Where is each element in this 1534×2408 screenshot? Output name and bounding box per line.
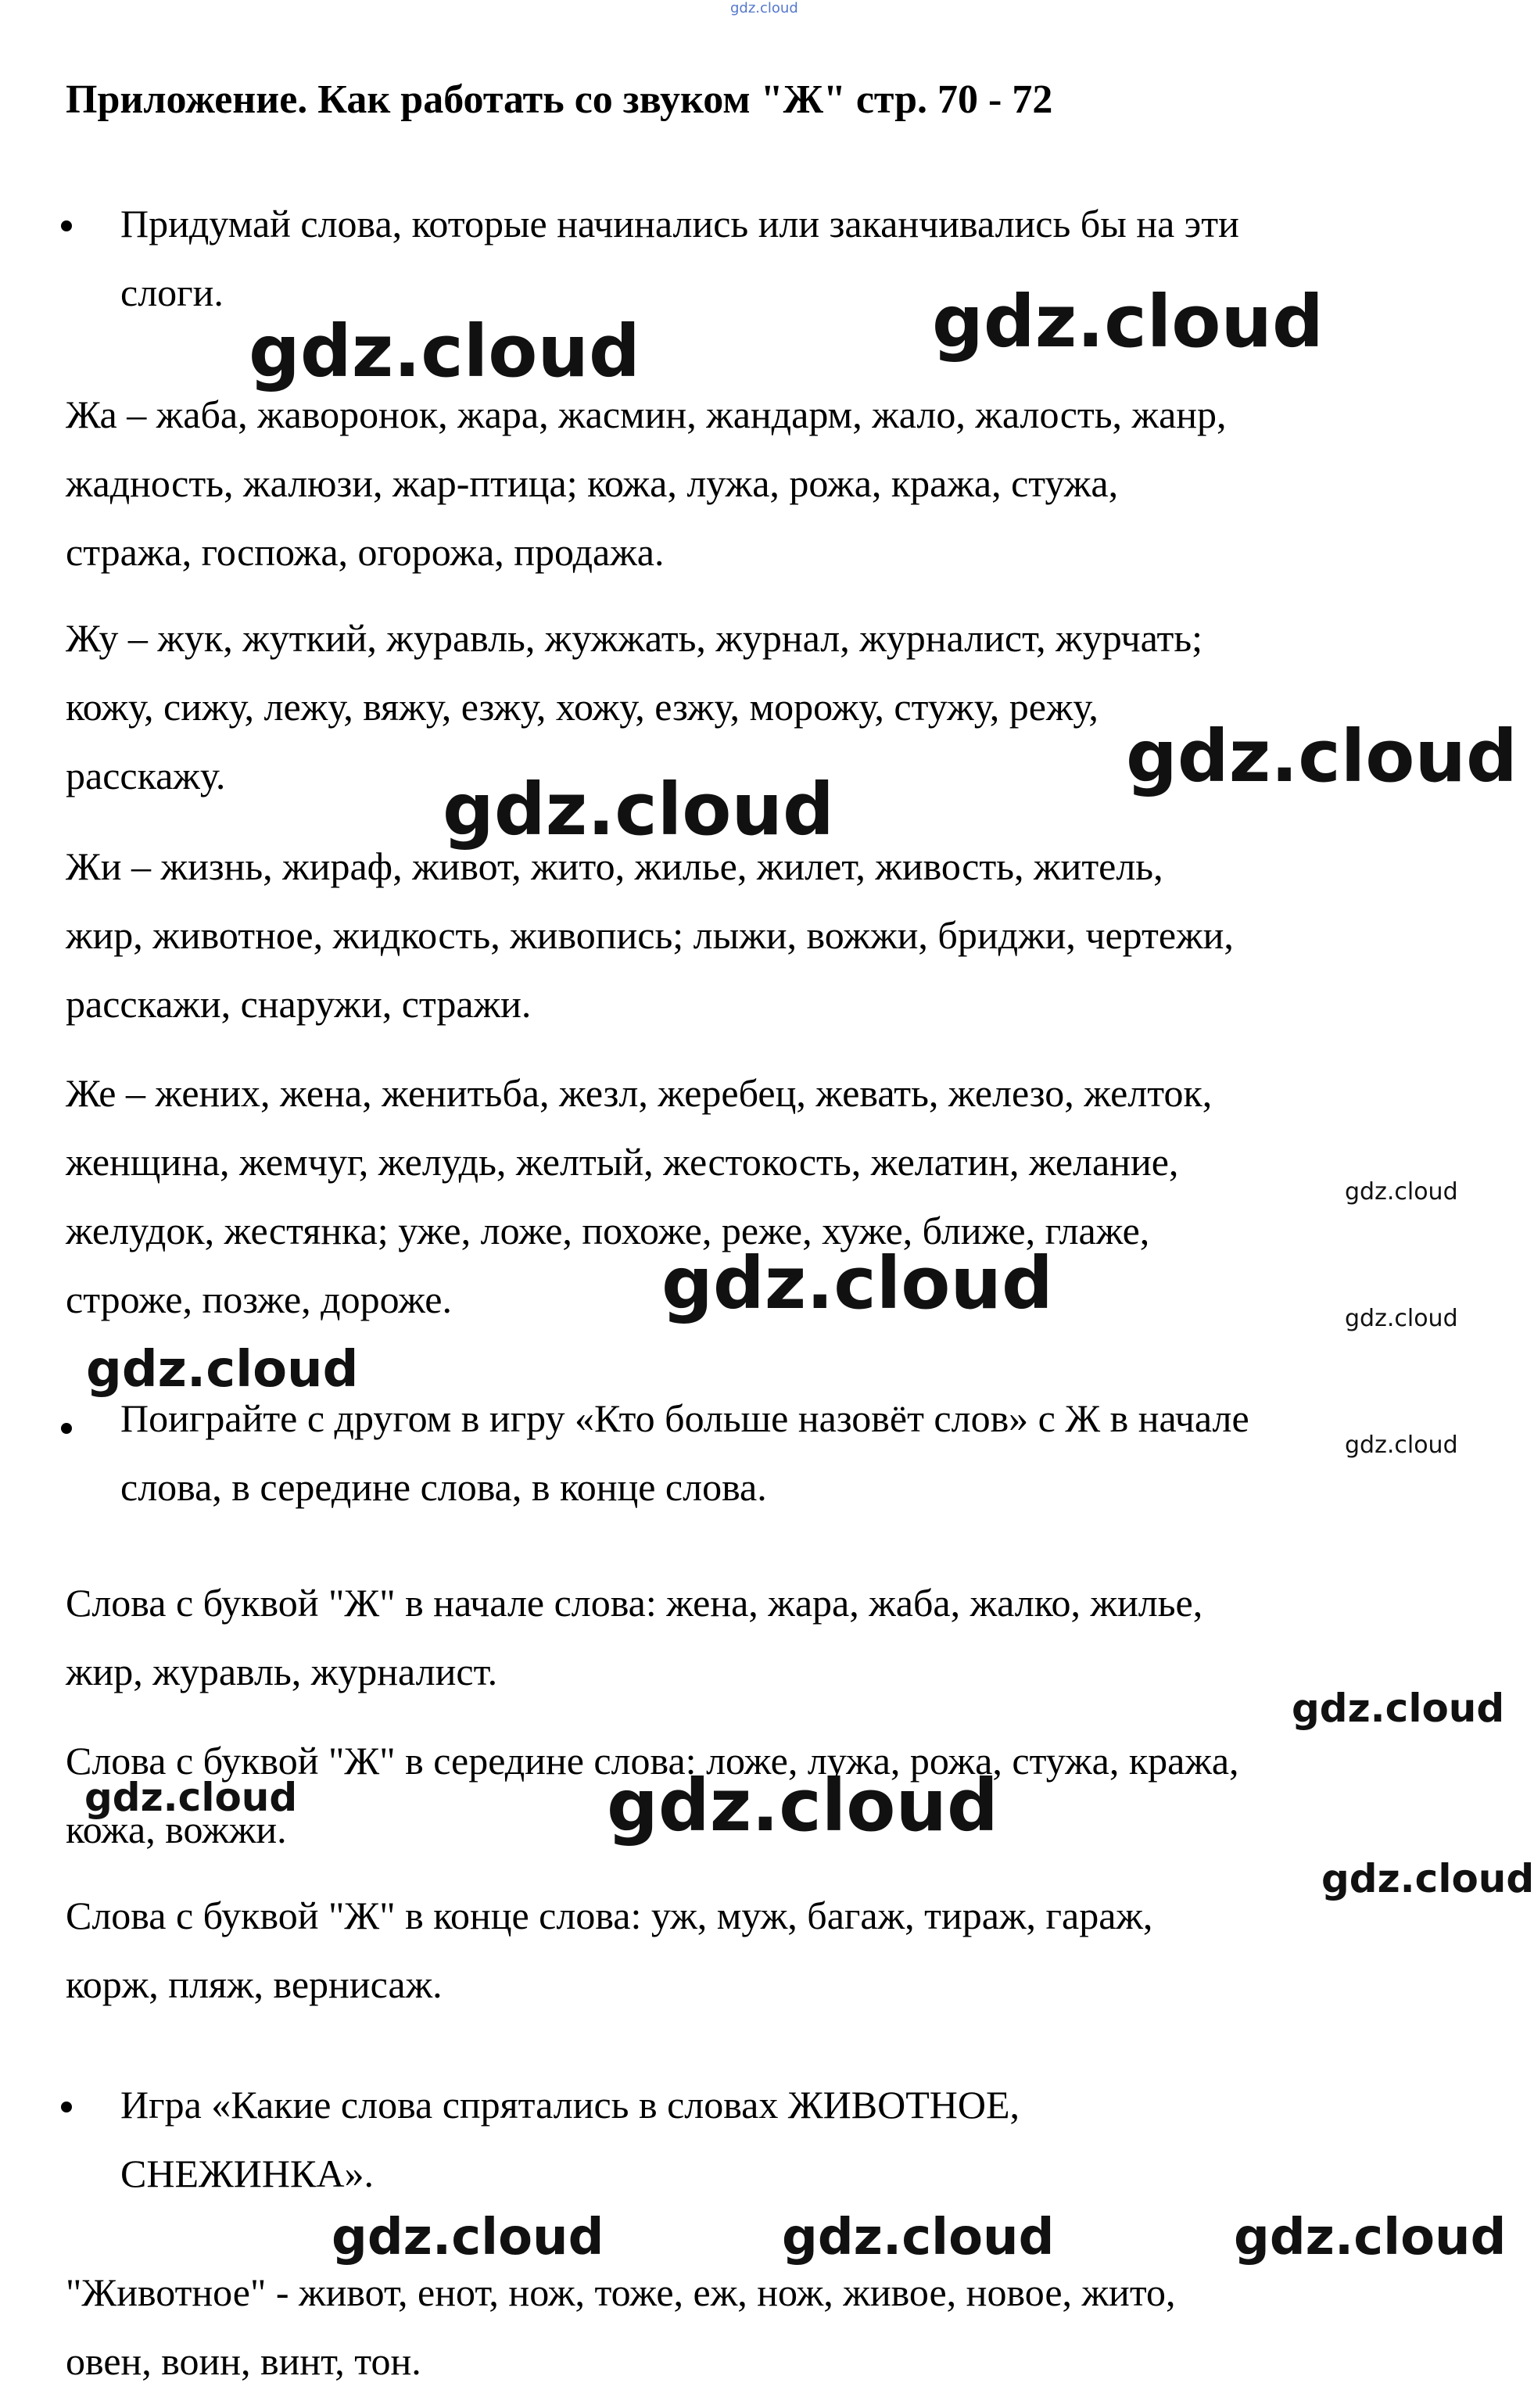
task-3-line-2: СНЕЖИНКА». xyxy=(120,2152,374,2195)
paragraph-line: кожу, сижу, лежу, вяжу, езжу, хожу, езжу, морожу, стужу, режу, xyxy=(66,685,1099,729)
watermark: gdz.cloud xyxy=(1345,1178,1458,1206)
paragraph-zha xyxy=(66,380,1473,586)
task-3-line-1: Игра «Какие слова спрятались в словах ЖИВОТНОЕ, xyxy=(120,2083,1020,2127)
paragraph-line: строже, позже, дороже. xyxy=(66,1277,452,1321)
paragraph-line: Слова с буквой "Ж" в середине слова: ложе, лужа, рожа, стужа, кража, xyxy=(66,1739,1239,1783)
page-title: Приложение. Как работать со звуком "Ж" стр. 70 - 72 xyxy=(66,77,1053,122)
task-2-line-1: Поиграйте с другом в игру «Кто больше назовёт слов» с Ж в начале xyxy=(120,1396,1249,1440)
bullet-dot xyxy=(61,220,72,231)
watermark: gdz.cloud xyxy=(86,1341,359,1399)
watermark: gdz.cloud xyxy=(1126,715,1518,798)
watermark: gdz.cloud xyxy=(332,2209,604,2266)
paragraph-line: Слова с буквой "Ж" в начале слова: жена, жара, жаба, жалко, жилье, xyxy=(66,1581,1203,1625)
paragraph-line: расскажу. xyxy=(66,754,226,797)
watermark: gdz.cloud xyxy=(84,1775,298,1820)
watermark: gdz.cloud xyxy=(1321,1856,1534,1901)
paragraph-line: овен, воин, винт, тон. xyxy=(66,2339,421,2383)
paragraph-hidden-words xyxy=(66,2258,1473,2395)
watermark: gdz.cloud xyxy=(730,0,798,16)
paragraph-line: женщина, жемчуг, желудь, желтый, жестокость, желатин, желание, xyxy=(66,1140,1179,1184)
paragraph-line: Жу – жук, жуткий, журавль, жужжать, журнал, журналист, журчать; xyxy=(66,616,1203,660)
task-3-text xyxy=(120,2070,1481,2208)
paragraph-line: Жи – жизнь, жираф, живот, жито, жилье, жилет, живость, житель, xyxy=(66,844,1163,888)
watermark: gdz.cloud xyxy=(249,310,640,393)
task-2-text xyxy=(120,1384,1481,1521)
paragraph-line: стража, госпожа, огорожа, продажа. xyxy=(66,530,665,574)
paragraph-line: кожа, вожжи. xyxy=(66,1808,287,1851)
watermark: gdz.cloud xyxy=(782,2209,1055,2266)
watermark: gdz.cloud xyxy=(661,1242,1053,1325)
watermark: gdz.cloud xyxy=(1234,2209,1507,2266)
watermark: gdz.cloud xyxy=(1292,1686,1505,1731)
task-1-line-2: слоги. xyxy=(120,271,224,314)
bullet-dot xyxy=(61,2102,72,2112)
paragraph-line: жадность, жалюзи, жар-птица; кожа, лужа, рожа, кража, стужа, xyxy=(66,461,1119,505)
watermark: gdz.cloud xyxy=(443,768,834,851)
paragraph-words-start xyxy=(66,1568,1473,1706)
watermark: gdz.cloud xyxy=(932,280,1324,364)
paragraph-line: корж, пляж, вернисаж. xyxy=(66,1962,443,2006)
paragraph-line: "Животное" - живот, енот, нож, тоже, еж, нож, живое, новое, жито, xyxy=(66,2270,1176,2314)
paragraph-line: жир, животное, жидкость, живопись; лыжи, вожжи, бриджи, чертежи, xyxy=(66,913,1234,957)
bullet-dot xyxy=(61,1423,72,1434)
paragraph-line: Жа – жаба, жаворонок, жара, жасмин, жандарм, жало, жалость, жанр, xyxy=(66,392,1227,436)
paragraph-words-end xyxy=(66,1881,1473,2019)
paragraph-line: Же – жених, жена, женитьба, жезл, жеребец, жевать, железо, желток, xyxy=(66,1071,1213,1115)
task-2-line-2: слова, в середине слова, в конце слова. xyxy=(120,1465,767,1509)
watermark: gdz.cloud xyxy=(1345,1305,1458,1332)
paragraph-zhi xyxy=(66,832,1473,1038)
paragraph-line: расскажи, снаружи, стражи. xyxy=(66,982,532,1026)
watermark: gdz.cloud xyxy=(607,1764,998,1847)
task-1-line-1: Придумай слова, которые начинались или заканчивались бы на эти xyxy=(120,202,1239,245)
paragraph-line: желудок, жестянка; уже, ложе, похоже, реже, хуже, ближе, глаже, xyxy=(66,1209,1150,1252)
watermark: gdz.cloud xyxy=(1345,1432,1458,1459)
paragraph-line: Слова с буквой "Ж" в конце слова: уж, муж, багаж, тираж, гараж, xyxy=(66,1894,1153,1937)
paragraph-line: жир, журавль, журналист. xyxy=(66,1650,498,1693)
